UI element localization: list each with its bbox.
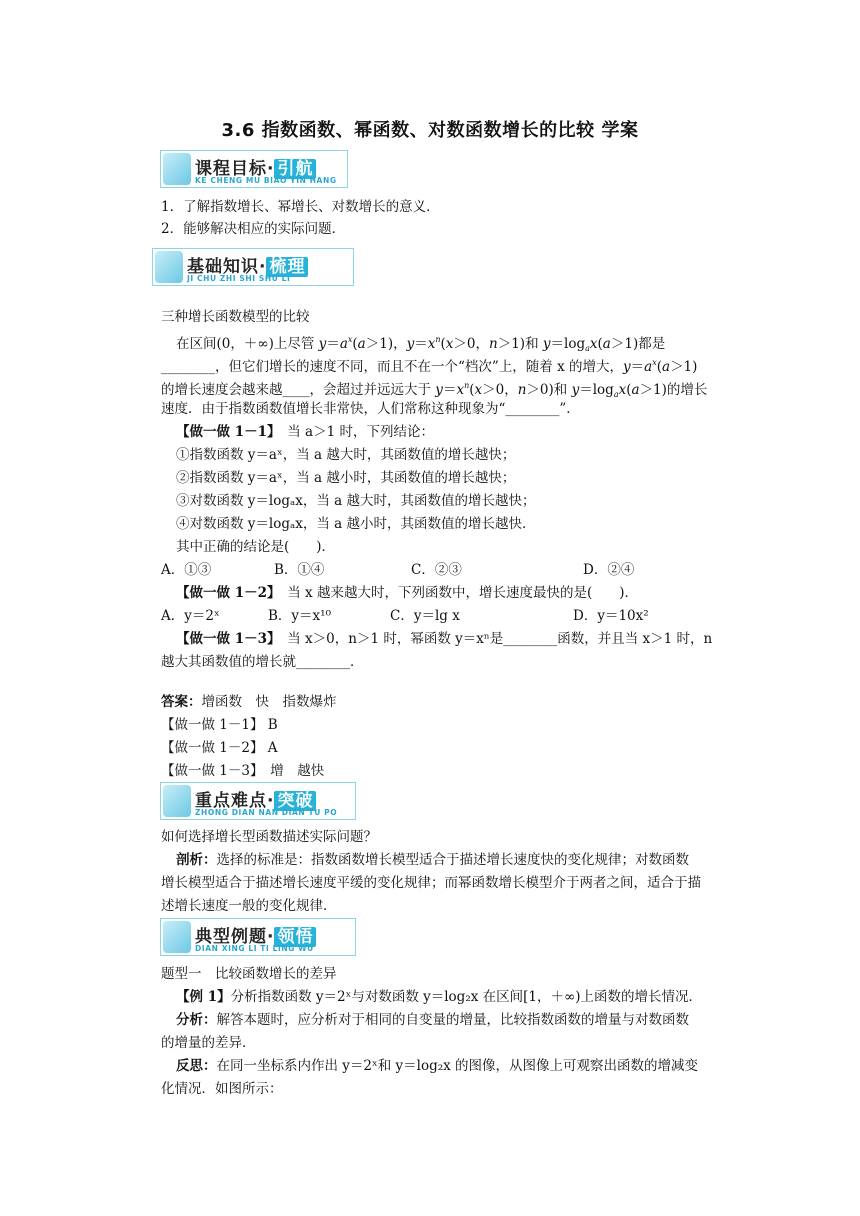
- goal-item: 2．能够解决相应的实际问题．: [161, 221, 346, 237]
- banner-title: 课程目标: [195, 159, 267, 179]
- option: B．①④: [274, 562, 325, 578]
- banner-tag: 突破: [274, 791, 316, 811]
- answers: 答案：增函数 快 指数爆炸: [161, 694, 337, 710]
- answer-item: 【做一做 1－3】 增 越快: [161, 763, 325, 779]
- molecule-icon: [163, 785, 191, 817]
- banner-tag: 领悟: [274, 927, 316, 947]
- banner-dot: ·: [267, 159, 275, 179]
- analysis-label: 剖析：: [176, 852, 217, 868]
- exercise-label: 【做一做 1－1】: [176, 424, 274, 440]
- answer-item: 【做一做 1－1】 B: [161, 717, 278, 733]
- paragraph-line: 述增长速度一般的变化规律．: [161, 898, 337, 914]
- page-title: 3.6 指数函数、幂函数、对数函数增长的比较 学案: [221, 120, 639, 141]
- exercise-1-1: 【做一做 1－1】 当 a＞1 时，下列结论：: [176, 424, 434, 440]
- exercise-1-2: 【做一做 1－2】 当 x 越来越大时，下列函数中，增长速度最快的是( )．: [176, 585, 638, 601]
- paragraph-line: 反思：在同一坐标系内作出 y＝2ˣ和 y＝log₂x 的图像，从图像上可观察出函数的增减变: [176, 1058, 699, 1074]
- option: A．①③: [161, 562, 212, 578]
- paragraph-line: 的增长速度会越来越____，会超过并远远大于 $y=x^n(x>0$，n＞0)和 $y=\log_ax(a>1)$的增长: [161, 381, 708, 399]
- banner-tag: 梳理: [266, 257, 308, 277]
- example-1: 【例 1】分析指数函数 y＝2ˣ与对数函数 y＝log₂x 在区间[1，＋∞)上函数的增长情况．: [176, 989, 703, 1005]
- example-label: 【例 1】: [176, 989, 231, 1005]
- answers-label: 答案：: [161, 694, 202, 710]
- abc-blocks-icon: [155, 251, 183, 283]
- banner-course-goals: [160, 150, 348, 188]
- option: D．y＝10x²: [573, 608, 649, 624]
- paragraph-line: 速度．由于指数函数值增长非常快，人们常称这种现象为“________”．: [161, 401, 580, 417]
- exercise-item: ④对数函数 y＝logₐx，当 a 越小时，其函数值的增长越快．: [176, 516, 536, 532]
- banner-dot: ·: [267, 791, 275, 811]
- reflection-label: 反思：: [176, 1058, 217, 1074]
- exercise-1-3: 【做一做 1－3】 当 x＞0，n＞1 时，幂函数 y＝xⁿ是________函数，并且当 x＞1 时，n: [176, 631, 713, 647]
- banner-tag: 引航: [274, 159, 316, 179]
- paragraph-line: 化情况．如图所示：: [161, 1081, 283, 1097]
- paragraph-line: ________，但它们增长的速度不同，而且不在一个“档次”上，随着 x 的增大，$y=a^x(a>1)$: [161, 358, 698, 375]
- paragraph-line: 的增量的差异．: [161, 1035, 256, 1051]
- banner-key-points: [160, 782, 356, 820]
- banner-basic-knowledge: [152, 248, 354, 286]
- option: C．y＝lg x: [390, 608, 460, 624]
- banner-title: 典型例题: [195, 927, 267, 947]
- paragraph-line: 在区间(0，＋∞)上尽管 $y=a^x(a>1)$，$y=x^n(x>0$，n＞1)和 $y=\log_ax(a>1)$都是: [176, 335, 666, 353]
- banner-title: 基础知识: [187, 257, 259, 277]
- option: D．②④: [583, 562, 635, 578]
- banner-typical-examples: [160, 918, 356, 956]
- satellite-dish-icon: [163, 153, 191, 185]
- paragraph-line: 越大其函数值的增长就________．: [161, 654, 364, 670]
- banner-dot: ·: [267, 927, 275, 947]
- banner-pinyin: JI CHU ZHI SHI SHU LI: [187, 274, 291, 283]
- exercise-item: ③对数函数 y＝logₐx，当 a 越大时，其函数值的增长越快；: [176, 493, 536, 509]
- option: A．y＝2ˣ: [161, 608, 220, 624]
- books-icon: [163, 921, 191, 953]
- banner-pinyin: DIAN XING LI TI LING WU: [195, 944, 314, 953]
- exercise-question: 其中正确的结论是( )．: [176, 539, 336, 555]
- banner-dot: ·: [259, 257, 267, 277]
- option: C．②③: [411, 562, 462, 578]
- paragraph-line: 增长模型适合于描述增长速度平缓的变化规律；而幂函数增长模型介于两者之间，适合于描: [161, 875, 701, 891]
- banner-pinyin: KE CHENG MU BIAO YIN HANG: [195, 176, 337, 185]
- section-heading: 三种增长函数模型的比较: [161, 309, 310, 325]
- goal-item: 1．了解指数增长、幂增长、对数增长的意义．: [161, 199, 440, 215]
- key-question: 如何选择增长型函数描述实际问题？: [161, 829, 377, 845]
- option: B．y＝x¹⁰: [268, 608, 331, 624]
- paragraph-line: 分析：解答本题时，应分析对于相同的自变量的增量，比较指数函数的增量与对数函数: [176, 1012, 689, 1028]
- exercise-label: 【做一做 1－2】: [176, 585, 274, 601]
- paragraph-line: 剖析：选择的标准是：指数函数增长模型适合于描述增长速度快的变化规律；对数函数: [176, 852, 689, 868]
- exercise-label: 【做一做 1－3】: [176, 631, 274, 647]
- exercise-item: ②指数函数 y＝aˣ，当 a 越小时，其函数值的增长越快；: [176, 470, 516, 486]
- problem-type: 题型一 比较函数增长的差异: [161, 966, 337, 982]
- banner-pinyin: ZHONG DIAN NAN DIAN TU PO: [195, 808, 338, 817]
- analysis-label: 分析：: [176, 1012, 217, 1028]
- banner-title: 重点难点: [195, 791, 267, 811]
- answer-item: 【做一做 1－2】 A: [161, 740, 278, 756]
- exercise-item: ①指数函数 y＝aˣ，当 a 越大时，其函数值的增长越快；: [176, 447, 516, 463]
